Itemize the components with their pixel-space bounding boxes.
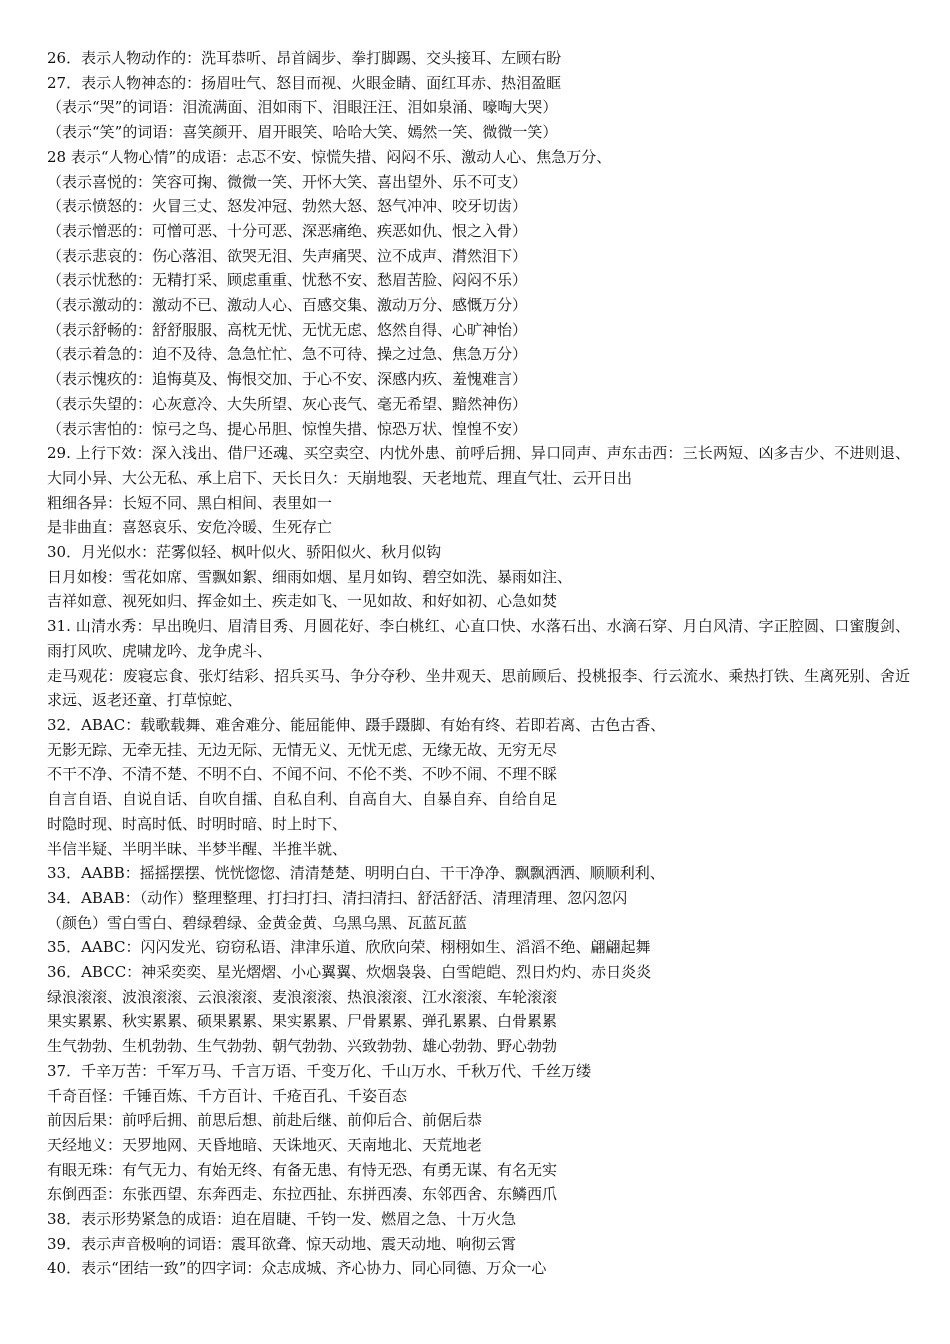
text-line-thickness: 粗细各异：长短不同、黑白相间、表里如一 (47, 493, 333, 512)
text-paragraph-31: 31. 山清水秀：早出晚归、眉清目秀、月圆花好、李白桃红、心直口快、水落石出、水滴石穿、月白风清、字正腔圆、口蜜腹剑、雨打风吹、虎啸龙吟、龙争虎斗、 (47, 617, 910, 660)
text-line-worry: （表示忧愁的：无精打采、顾虑重重、忧愁不安、愁眉苦脸、闷闷不乐） (47, 271, 528, 290)
text-line-37: 37．千辛万苦：千军万马、千言万语、千变万化、千山万水、千秋万代、千丝万缕 (47, 1061, 592, 1080)
text-line-sorrow: （表示悲哀的：伤心落泪、欲哭无泪、失声痛哭、泣不成声、潸然泪下） (47, 246, 528, 265)
text-line-34: 34．ABAB：（动作）整理整理、打扫打扫、清扫清扫、舒活舒活、清理清理、忽闪忽闪 (47, 888, 628, 907)
text-line-bu: 不干不净、不清不楚、不明不白、不闻不问、不伦不类、不吵不闹、不理不睬 (47, 765, 558, 784)
text-line-excited: （表示激动的：激动不已、激动人心、百感交集、激动万分、感慨万分） (47, 296, 528, 315)
text-line-gungun: 绿浪滚滚、波浪滚滚、云浪滚滚、麦浪滚滚、热浪滚滚、江水滚滚、车轮滚滚 (47, 987, 558, 1006)
text-line-qianyin: 前因后果：前呼后拥、前思后想、前赴后继、前仰后合、前倨后恭 (47, 1111, 483, 1130)
text-line-qianqi: 千奇百怪：千锤百炼、千方百计、千疮百孔、千姿百态 (47, 1086, 408, 1105)
text-line-sun-moon: 日月如梭：雪花如席、雪飘如絮、细雨如烟、星月如钩、碧空如洗、暴雨如注、 (47, 567, 573, 586)
text-line-anxious: （表示着急的：迫不及待、急急忙忙、急不可待、操之过急、焦急万分） (47, 345, 528, 364)
text-line-colors: （颜色）雪白雪白、碧绿碧绿、金黄金黄、乌黑乌黑、瓦蓝瓦蓝 (47, 913, 468, 932)
text-line-hate: （表示憎恶的：可憎可恶、十分可恶、深恶痛绝、疾恶如仇、恨之入骨） (47, 221, 528, 240)
text-line-right-wrong: 是非曲直：喜怒哀乐、安危冷暖、生死存亡 (47, 518, 333, 537)
text-line-joy: （表示喜悦的：笑容可掬、微微一笑、开怀大笑、喜出望外、乐不可支） (47, 172, 528, 191)
text-line-auspicious: 吉祥如意、视死如归、挥金如土、疾走如飞、一见如故、和好如初、心急如焚 (47, 592, 558, 611)
text-line-leilei: 果实累累、秋实累累、硕果累累、果实累累、尸骨累累、弹孔累累、白骨累累 (47, 1012, 558, 1031)
text-line-cry: （表示“哭”的词语：泪流满面、泪如雨下、泪眼汪汪、泪如泉涌、嚎啕大哭） (47, 98, 558, 117)
text-line-26: 26．表示人物动作的：洗耳恭听、昂首阔步、拳打脚踢、交头接耳、左顾右盼 (47, 49, 562, 67)
text-line-36: 36．ABCC：神采奕奕、星光熠熠、小心翼翼、炊烟袅袅、白雪皑皑、烈日灼灼、赤日炎炎 (47, 963, 652, 982)
text-line-35: 35．AABC：闪闪发光、窃窃私语、津津乐道、欣欣向荣、栩栩如生、滔滔不绝、翩翩起舞 (47, 938, 651, 957)
text-line-afraid: （表示害怕的：惊弓之鸟、提心吊胆、惊惶失措、惊恐万状、惶惶不安） (47, 419, 528, 438)
text-line-laugh: （表示“笑”的词语：喜笑颜开、眉开眼笑、哈哈大笑、嫣然一笑、微微一笑） (47, 123, 558, 142)
text-line-32: 32．ABAC：载歌载舞、难舍难分、能屈能伸、蹑手蹑脚、有始有终、若即若离、古色古香、 (47, 715, 666, 734)
text-line-39: 39．表示声音极响的词语：震耳欲聋、惊天动地、震天动地、响彻云霄 (47, 1234, 517, 1253)
text-line-tianjing: 天经地义：天罗地网、天昏地暗、天诛地灭、天南地北、天荒地老 (47, 1135, 483, 1154)
text-line-ban: 半信半疑、半明半昧、半梦半醒、半推半就、 (47, 839, 348, 858)
text-line-27: 27．表示人物神态的：扬眉吐气、怒目而视、火眼金睛、面红耳赤、热泪盈眶 (47, 73, 562, 92)
text-line-bobo: 生气勃勃、生机勃勃、生气勃勃、朝气勃勃、兴致勃勃、雄心勃勃、野心勃勃 (47, 1037, 558, 1056)
text-line-shi: 时隐时现、时高时低、时明时暗、时上时下、 (47, 814, 348, 833)
text-paragraph-horse: 走马观花：废寝忘食、张灯结彩、招兵买马、争分夺秒、坐井观天、思前顾后、投桃报李、行云流水、乘热打铁、生离死别、舍近求远、返老还童、打草惊蛇、 (47, 666, 910, 710)
text-line-youyan: 有眼无珠：有气无力、有始无终、有备无患、有恃无恐、有勇无谋、有名无实 (47, 1160, 558, 1179)
text-line-dongdao: 东倒西歪：东张西望、东奔西走、东拉西扯、东拼西凑、东邻西舍、东鳞西爪 (47, 1185, 558, 1204)
text-line-28: 28 表示“人物心情”的成语：忐忑不安、惊慌失措、闷闷不乐、激动人心、焦急万分、 (47, 147, 612, 166)
text-line-disappointed: （表示失望的：心灰意冷、大失所望、灰心丧气、毫无希望、黯然神伤） (47, 394, 528, 413)
text-paragraph-29: 29. 上行下效：深入浅出、借尸还魂、买空卖空、内忧外患、前呼后拥、异口同声、声东击西：三长两短、凶多吉少、不进则退、大同小异、大公无私、承上启下、天长日久：天崩地裂、天老地荒、理直气壮、云开日出 (47, 444, 910, 487)
text-line-wu: 无影无踪、无牵无挂、无边无际、无情无义、无忧无虑、无缘无故、无穷无尽 (47, 740, 558, 759)
text-line-zi: 自言自语、自说自话、自吹自擂、自私自利、自高自大、自暴自弃、自给自足 (47, 790, 558, 809)
text-line-38: 38．表示形势紧急的成语：迫在眉睫、千钧一发、燃眉之急、十万火急 (47, 1210, 517, 1229)
text-line-guilt: （表示愧疚的：追悔莫及、悔恨交加、于心不安、深感内疚、羞愧难言） (47, 370, 528, 389)
text-line-40: 40．表示“团结一致”的四字词：众志成城、齐心协力、同心同德、万众一心 (47, 1259, 547, 1278)
text-line-30: 30．月光似水：茫雾似轻、枫叶似火、骄阳似火、秋月似钩 (47, 543, 442, 562)
text-line-33: 33．AABB：摇摇摆摆、恍恍惚惚、清清楚楚、明明白白、干干净净、飘飘洒洒、顺顺利利、 (47, 864, 665, 883)
text-line-comfort: （表示舒畅的：舒舒服服、高枕无忧、无忧无虑、悠然自得、心旷神怡） (47, 320, 528, 339)
text-line-anger: （表示愤怒的：火冒三丈、怒发冲冠、勃然大怒、怒气冲冲、咬牙切齿） (47, 197, 528, 216)
